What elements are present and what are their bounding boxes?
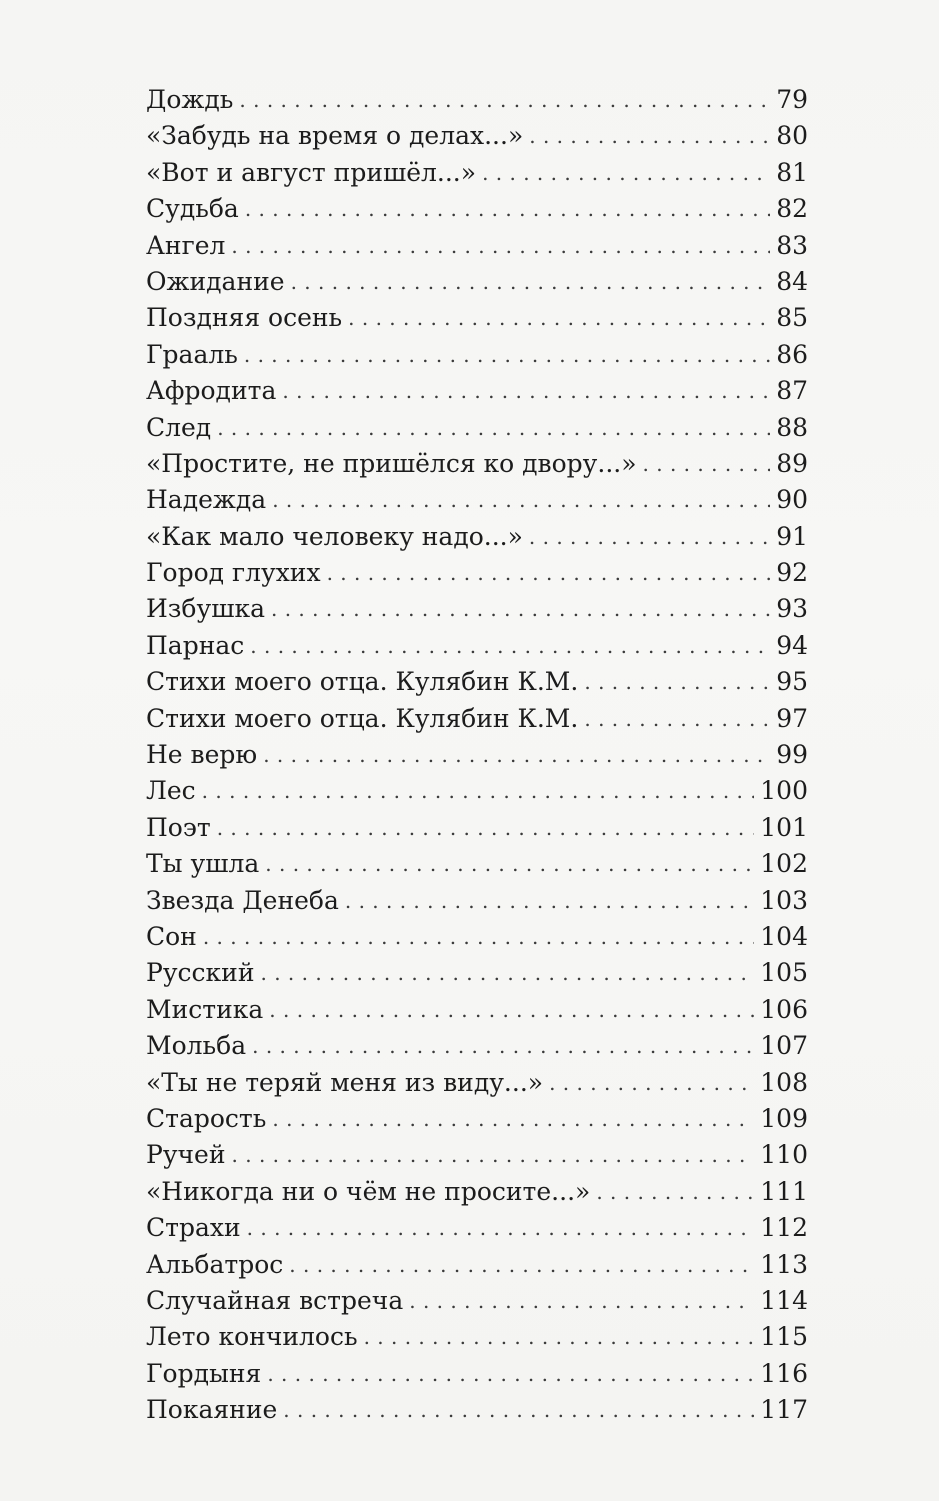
entry-page-number: 90 bbox=[776, 485, 808, 515]
entry-page-number: 109 bbox=[760, 1103, 808, 1133]
toc-entry bbox=[146, 1174, 808, 1210]
entry-title: Не верю bbox=[146, 740, 258, 770]
toc-entry bbox=[146, 955, 808, 991]
dot-leader bbox=[584, 701, 770, 737]
toc-entry bbox=[146, 773, 808, 809]
toc-entry bbox=[146, 1065, 808, 1101]
toc-entry bbox=[146, 410, 808, 446]
entry-title: Ручей bbox=[146, 1140, 226, 1170]
entry-title: «Простите, не пришёлся ко двору...» bbox=[146, 448, 637, 478]
dot-leader bbox=[327, 555, 771, 591]
toc-entry bbox=[146, 701, 808, 737]
toc-entry bbox=[146, 1283, 808, 1319]
entry-page-number: 93 bbox=[776, 594, 808, 624]
toc-entry bbox=[146, 628, 808, 664]
dot-leader bbox=[239, 82, 770, 118]
entry-page-number: 79 bbox=[776, 85, 808, 114]
toc-entry bbox=[146, 82, 808, 118]
entry-title: Поздняя осень bbox=[146, 303, 343, 333]
entry-title: Город глухих bbox=[146, 558, 321, 588]
entry-title: Поэт bbox=[146, 812, 211, 842]
dot-leader bbox=[529, 118, 770, 154]
dot-leader bbox=[232, 1137, 755, 1173]
entry-title: Лето кончилось bbox=[146, 1322, 358, 1352]
toc-entry bbox=[146, 1137, 808, 1173]
entry-title: Случайная встреча bbox=[146, 1285, 404, 1315]
toc-entry bbox=[146, 1210, 808, 1246]
dot-leader bbox=[482, 155, 770, 191]
entry-title: Стихи моего отца. Кулябин К.М. bbox=[146, 703, 579, 733]
entry-page-number: 95 bbox=[776, 667, 808, 697]
dot-leader bbox=[203, 919, 754, 955]
dot-leader bbox=[265, 846, 754, 882]
entry-page-number: 88 bbox=[776, 412, 808, 442]
toc-entry bbox=[146, 846, 808, 882]
dot-leader bbox=[409, 1283, 754, 1319]
entry-page-number: 114 bbox=[760, 1285, 808, 1315]
entry-title: «Вот и август пришёл...» bbox=[146, 157, 477, 187]
dot-leader bbox=[245, 191, 770, 227]
dot-leader bbox=[250, 628, 770, 664]
entry-page-number: 80 bbox=[776, 121, 808, 151]
table-of-contents bbox=[146, 82, 808, 1428]
toc-entry bbox=[146, 482, 808, 518]
entry-page-number: 116 bbox=[760, 1358, 808, 1388]
dot-leader bbox=[267, 1356, 754, 1392]
dot-leader bbox=[364, 1319, 755, 1355]
entry-page-number: 85 bbox=[776, 303, 808, 333]
dot-leader bbox=[549, 1065, 754, 1101]
dot-leader bbox=[272, 1101, 754, 1137]
entry-page-number: 111 bbox=[760, 1176, 808, 1206]
toc-entry bbox=[146, 1028, 808, 1064]
entry-title: Мистика bbox=[146, 994, 264, 1024]
entry-title: Лес bbox=[146, 776, 196, 806]
toc-entry bbox=[146, 737, 808, 773]
entry-page-number: 82 bbox=[776, 194, 808, 224]
entry-title: Грааль bbox=[146, 339, 238, 369]
toc-entry bbox=[146, 264, 808, 300]
entry-title: Гордыня bbox=[146, 1358, 262, 1388]
entry-page-number: 94 bbox=[776, 630, 808, 660]
toc-entry bbox=[146, 446, 808, 482]
entry-title: Русский bbox=[146, 958, 255, 988]
toc-entry bbox=[146, 1392, 808, 1428]
entry-page-number: 100 bbox=[760, 776, 808, 806]
toc-entry bbox=[146, 118, 808, 154]
toc-entry bbox=[146, 337, 808, 373]
entry-page-number: 84 bbox=[776, 266, 808, 296]
dot-leader bbox=[291, 264, 771, 300]
dot-leader bbox=[584, 664, 770, 700]
entry-page-number: 112 bbox=[760, 1213, 808, 1243]
dot-leader bbox=[263, 737, 770, 773]
entry-title: «Как мало человеку надо...» bbox=[146, 521, 523, 551]
toc-entry bbox=[146, 373, 808, 409]
toc-entry bbox=[146, 992, 808, 1028]
entry-page-number: 97 bbox=[776, 703, 808, 733]
entry-title: Надежда bbox=[146, 485, 267, 515]
entry-title: Альбатрос bbox=[146, 1249, 284, 1279]
entry-page-number: 110 bbox=[760, 1140, 808, 1170]
toc-entry bbox=[146, 228, 808, 264]
entry-page-number: 81 bbox=[776, 157, 808, 187]
dot-leader bbox=[345, 883, 754, 919]
dot-leader bbox=[596, 1174, 754, 1210]
entry-page-number: 99 bbox=[776, 740, 808, 770]
dot-leader bbox=[217, 810, 755, 846]
entry-title: Афродита bbox=[146, 376, 277, 406]
dot-leader bbox=[272, 482, 770, 518]
entry-page-number: 86 bbox=[776, 339, 808, 369]
toc-entry bbox=[146, 664, 808, 700]
toc-entry bbox=[146, 883, 808, 919]
entry-title: Парнас bbox=[146, 630, 245, 660]
toc-entry bbox=[146, 1319, 808, 1355]
entry-title: Дождь bbox=[146, 85, 234, 114]
toc-entry bbox=[146, 810, 808, 846]
entry-title: Ты ушла bbox=[146, 849, 260, 879]
entry-title: Страхи bbox=[146, 1213, 241, 1243]
dot-leader bbox=[260, 955, 754, 991]
entry-page-number: 102 bbox=[760, 849, 808, 879]
entry-page-number: 107 bbox=[760, 1031, 808, 1061]
entry-page-number: 92 bbox=[776, 558, 808, 588]
toc-entry bbox=[146, 919, 808, 955]
entry-title: «Никогда ни о чём не просите...» bbox=[146, 1176, 591, 1206]
dot-leader bbox=[202, 773, 755, 809]
entry-page-number: 115 bbox=[760, 1322, 808, 1352]
entry-title: Мольба bbox=[146, 1031, 247, 1061]
toc-entry bbox=[146, 300, 808, 336]
dot-leader bbox=[643, 446, 771, 482]
dot-leader bbox=[282, 373, 770, 409]
entry-page-number: 117 bbox=[760, 1395, 808, 1425]
toc-entry bbox=[146, 191, 808, 227]
dot-leader bbox=[283, 1392, 754, 1428]
entry-page-number: 105 bbox=[760, 958, 808, 988]
toc-entry bbox=[146, 591, 808, 627]
entry-title: «Ты не теряй меня из виду...» bbox=[146, 1067, 544, 1097]
dot-leader bbox=[289, 1247, 754, 1283]
entry-page-number: 87 bbox=[776, 376, 808, 406]
dot-leader bbox=[252, 1028, 754, 1064]
entry-page-number: 103 bbox=[760, 885, 808, 915]
dot-leader bbox=[269, 992, 754, 1028]
entry-page-number: 113 bbox=[760, 1249, 808, 1279]
entry-page-number: 101 bbox=[760, 812, 808, 842]
dot-leader bbox=[247, 1210, 755, 1246]
toc-entry bbox=[146, 519, 808, 555]
entry-page-number: 89 bbox=[776, 448, 808, 478]
dot-leader bbox=[231, 228, 770, 264]
toc-entry bbox=[146, 1247, 808, 1283]
entry-title: Ангел bbox=[146, 230, 226, 260]
entry-page-number: 108 bbox=[760, 1067, 808, 1097]
entry-page-number: 91 bbox=[776, 521, 808, 551]
entry-page-number: 104 bbox=[760, 921, 808, 951]
dot-leader bbox=[348, 300, 770, 336]
dot-leader bbox=[217, 410, 770, 446]
toc-entry bbox=[146, 155, 808, 191]
entry-page-number: 106 bbox=[760, 994, 808, 1024]
entry-title: Судьба bbox=[146, 194, 239, 224]
toc-entry bbox=[146, 1101, 808, 1137]
dot-leader bbox=[271, 591, 770, 627]
entry-title: Стихи моего отца. Кулябин К.М. bbox=[146, 667, 579, 697]
entry-title: Ожидание bbox=[146, 266, 285, 296]
toc-entry bbox=[146, 1356, 808, 1392]
dot-leader bbox=[529, 519, 770, 555]
entry-title: Избушка bbox=[146, 594, 265, 624]
entry-title: Звезда Денеба bbox=[146, 885, 339, 915]
entry-title: Старость bbox=[146, 1103, 267, 1133]
entry-title: Сон bbox=[146, 921, 197, 951]
dot-leader bbox=[244, 337, 770, 373]
entry-title: Покаяние bbox=[146, 1395, 278, 1425]
entry-title: «Забудь на время о делах...» bbox=[146, 121, 524, 151]
entry-title: След bbox=[146, 412, 212, 442]
toc-entry bbox=[146, 555, 808, 591]
entry-page-number: 83 bbox=[776, 230, 808, 260]
